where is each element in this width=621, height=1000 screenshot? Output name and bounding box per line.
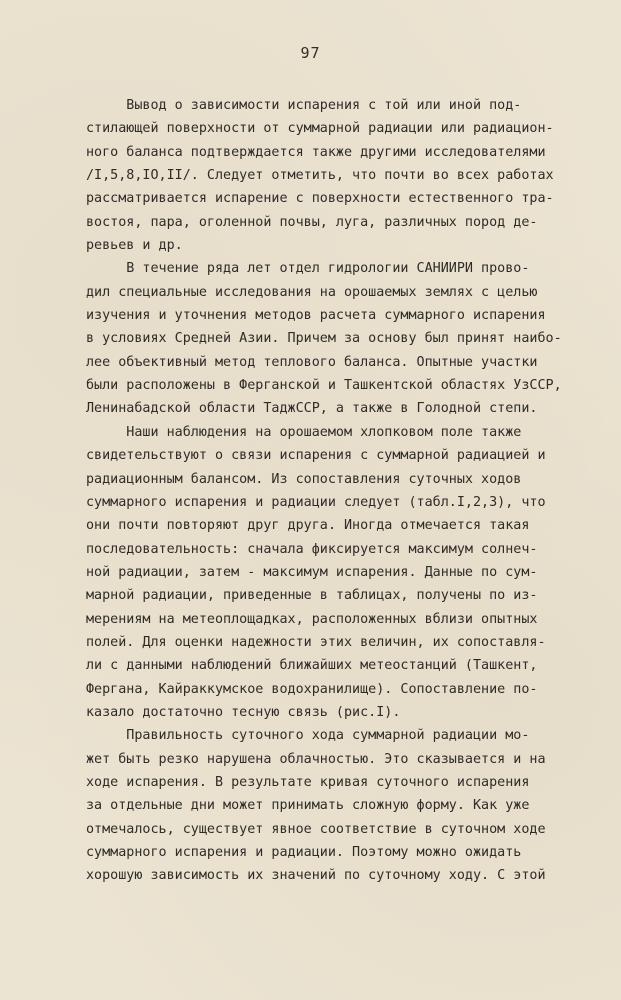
text-line: изучения и уточнения методов расчета суммарного испарения [86,308,546,324]
text-line: Вывод о зависимости испарения с той или иной под- [86,98,522,113]
text-line: отмечалось, существует явное соответствие в суточном ходе [86,821,546,837]
paragraph [86,257,562,420]
text-line: ли с данными наблюдений ближайших метеостанций (Ташкент, [86,658,538,674]
page-number: 97 [300,44,321,62]
text-line: мерениям на метеоплощадках, расположенных вблизи опытных [86,611,538,627]
text-line: дил специальные исследования на орошаемых землях с целью [86,284,538,300]
text-line: Фергана, Кайраккумское водохранилище). Сопоставление по- [86,681,538,697]
text-line: /I,5,8,IO,II/. Следует отметить, что почти во всех работах [86,168,554,184]
text-line: ной радиации, затем - максимум испарения. Данные по сум- [86,564,538,580]
text-line: жет быть резко нарушена облачностью. Это сказывается и на [86,751,546,767]
text-line: суммарного испарения и радиации следует (табл.I,2,3), что [86,494,546,510]
text-line: за отдельные дни может принимать сложную форму. Как уже [86,798,530,814]
text-line: казало достаточно тесную связь (рис.I). [86,704,401,720]
text-line: полей. Для оценки надежности этих величин, их сопоставля- [86,634,546,650]
text-line: востоя, пара, оголенной почвы, луга, различных пород де- [86,214,538,230]
text-line: стилающей поверхности от суммарной радиации или радиацион- [86,121,554,137]
text-line: ного баланса подтверждается также другими исследователями [86,144,546,160]
text-line: лее объективный метод теплового баланса. Опытные участки [86,354,538,370]
text-line: радиационным балансом. Из сопоставления суточных ходов [86,471,522,487]
text-line: были расположены в Ферганской и Ташкентской областях УзССР, [86,378,562,394]
text-line: свидетельствуют о связи испарения с суммарной радиацией и [86,448,546,464]
text-line: рассматривается испарение с поверхности естественного тра- [86,191,554,207]
paragraph [86,724,546,887]
text-line: ходе испарения. В результате кривая суточного испарения [86,774,530,790]
text-line: Правильность суточного хода суммарной радиации мо- [86,728,530,744]
text-line: Наши наблюдения на орошаемом хлопковом поле также [86,424,522,440]
text-line: последовательность: сначала фиксируется максимум солнеч- [86,541,538,557]
text-line: Ленинабадской области ТаджССР, а также в Голодной степи. [86,401,538,417]
text-line: они почти повторяют друг друга. Иногда отмечается такая [86,518,530,534]
text-line: в условиях Средней Азии. Причем за основу был принят наибо- [86,331,562,347]
text-line: хорошую зависимость их значений по суточному ходу. С этой [86,868,546,884]
text-line: суммарного испарения и радиации. Поэтому можно ожидать [86,845,522,860]
paragraph [86,94,554,257]
paragraph [86,421,546,724]
text-line: марной радиации, приведенные в таблицах, получены по из- [86,588,538,604]
text-line: ревьев и др. [86,238,183,254]
body-text [86,94,562,888]
text-line: В течение ряда лет отдел гидрологии САНИИРИ прово- [86,261,530,277]
